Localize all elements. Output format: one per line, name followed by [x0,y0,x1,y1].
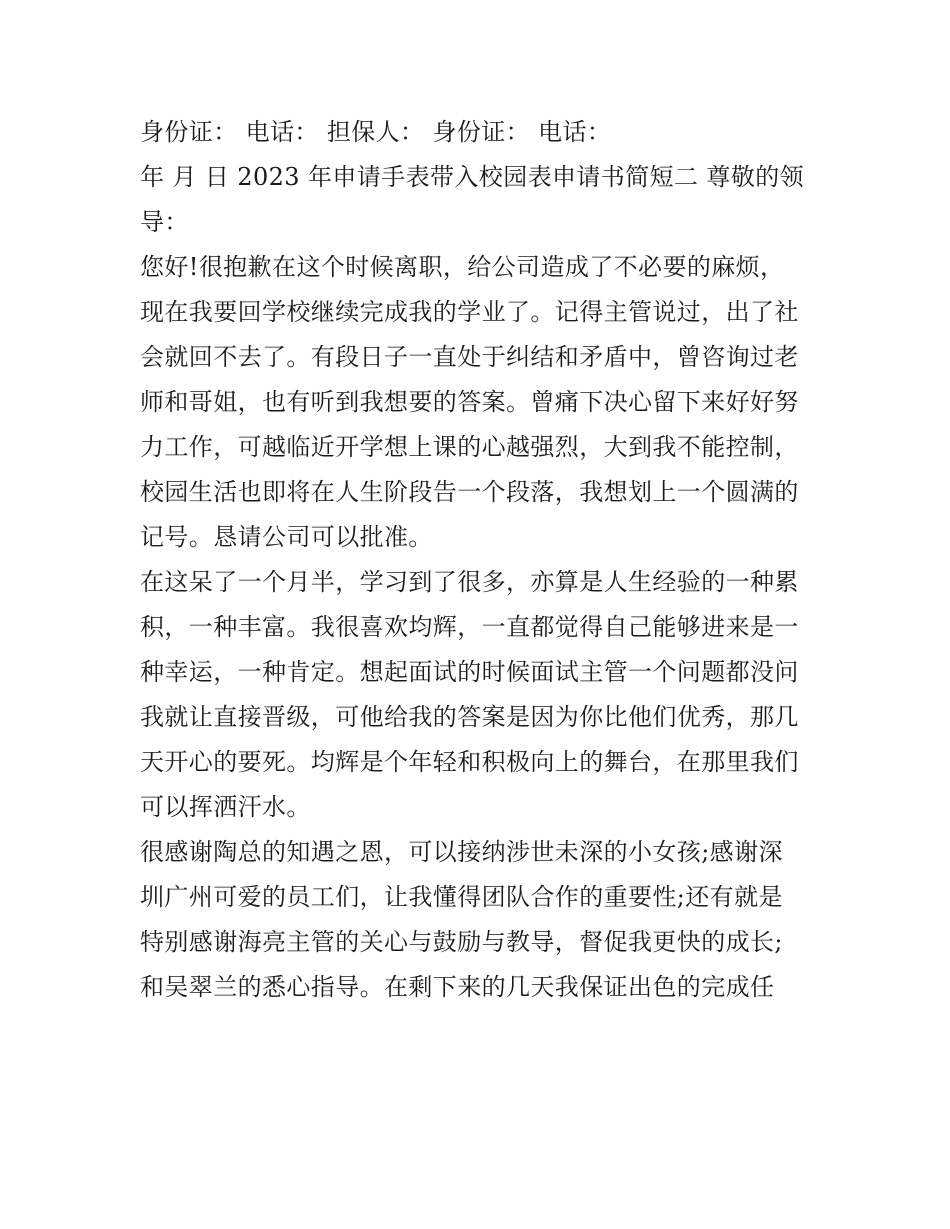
text-line: 我就让直接晋级，可他给我的答案是因为你比他们优秀，那几 [140,703,799,731]
text-line: 记号。恳请公司可以批准。 [140,523,433,551]
text-line: 圳广州可爱的员工们，让我懂得团队合作的重要性;还有就是 [140,883,783,911]
document-body [140,110,820,1010]
text-line: 会就回不去了。有段日子一直处于纠结和矛盾中，曾咨询过老 [140,343,799,371]
text-line: 师和哥姐，也有听到我想要的答案。曾痛下决心留下来好好努 [140,388,799,416]
text-line: 年 月 日 2023 年申请手表带入校园表申请书简短二 尊敬的领 [140,163,805,191]
text-line: 校园生活也即将在人生阶段告一个段落，我想划上一个圆满的 [140,478,799,506]
text-line: 特别感谢海亮主管的关心与鼓励与教导，督促我更快的成长; [140,928,783,956]
text-line: 力工作，可越临近开学想上课的心越强烈，大到我不能控制， [140,433,799,461]
text-line: 和吴翠兰的悉心指导。在剩下来的几天我保证出色的完成任 [140,973,775,1001]
text-line: 很感谢陶总的知遇之恩，可以接纳涉世未深的小女孩;感谢深 [140,838,783,866]
text-line: 天开心的要死。均辉是个年轻和积极向上的舞台，在那里我们 [140,748,799,776]
text-line: 导： [140,208,189,236]
text-line: 积，一种丰富。我很喜欢均辉，一直都觉得自己能够进来是一 [140,613,799,641]
text-line: 可以挥洒汗水。 [140,793,311,821]
text-line: 现在我要回学校继续完成我的学业了。记得主管说过，出了社 [140,298,799,326]
text-line: 您好!很抱歉在这个时候离职，给公司造成了不必要的麻烦， [140,253,785,281]
text-line: 身份证： 电话： 担保人： 身份证： 电话： [140,118,612,146]
text-line: 种幸运，一种肯定。想起面试的时候面试主管一个问题都没问 [140,658,799,686]
text-line: 在这呆了一个月半，学习到了很多，亦算是人生经验的一种累 [140,568,799,596]
